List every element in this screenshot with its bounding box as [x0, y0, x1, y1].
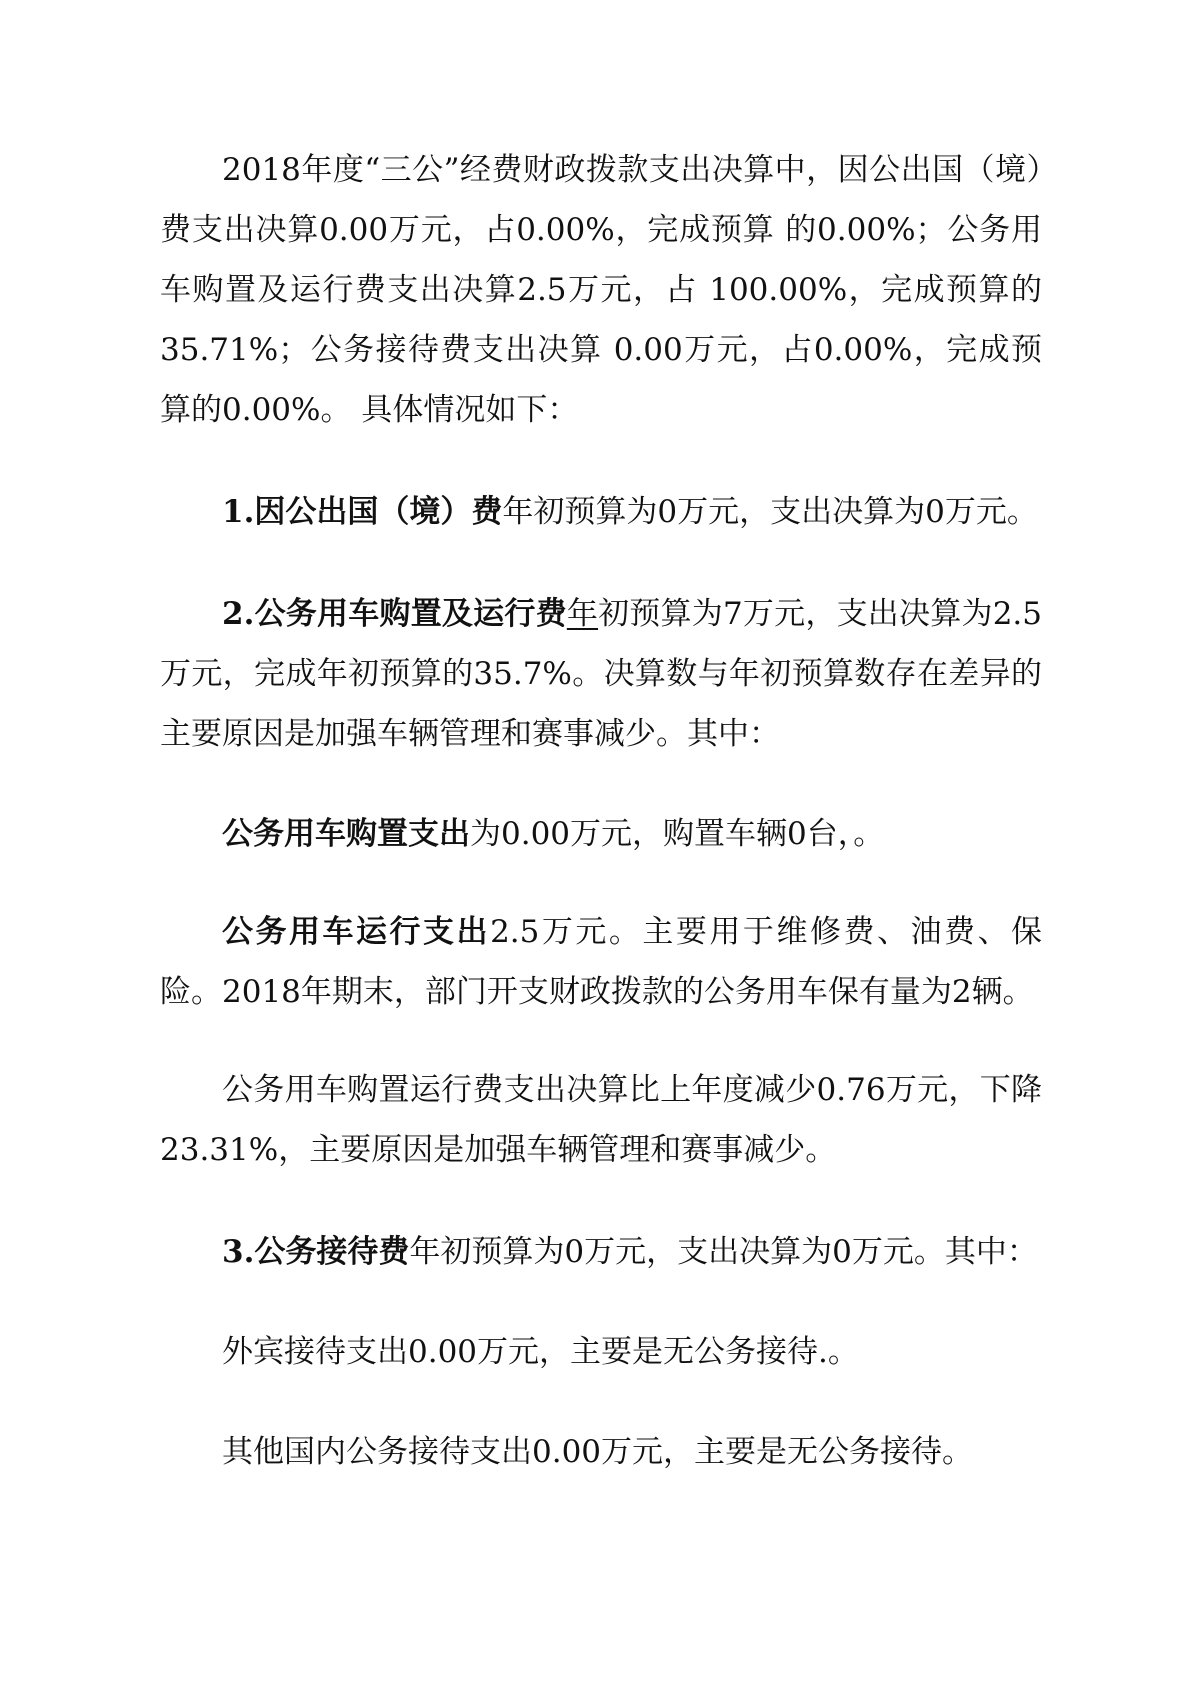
- summary-paragraph: [160, 140, 1042, 440]
- reception-expense-text: 年初预算为0万元，支出决算为0万元。其中：: [409, 1234, 1038, 1270]
- foreign-guest-text: 外宾接待支出0.00万元，主要是无公务接待.。: [222, 1334, 859, 1370]
- foreign-guest-paragraph: [160, 1322, 1042, 1382]
- domestic-reception-text: 其他国内公务接待支出0.00万元，主要是无公务接待。: [222, 1434, 974, 1470]
- reception-expense-paragraph: [160, 1222, 1042, 1282]
- vehicle-purchase-text: 为0.00万元，购置车辆0台，。: [470, 816, 885, 852]
- vehicle-expense-paragraph: [160, 584, 1042, 764]
- overseas-travel-text: 年初预算为0万元，支出决算为0万元。: [502, 494, 1038, 530]
- vehicle-expense-heading: 2.公务用车购置及运行费: [222, 596, 567, 632]
- overseas-travel-paragraph: [160, 482, 1042, 542]
- summary-text: 2018年度“三公”经费财政拨款支出决算中，因公出国（境）费支出决算0.00万元，占0.00%，完成预算 的0.00%；公务用车购置及运行费支出决算2.5万元，占 100.00%，完成预算的35.71%；公务接待费支出决算 0.00万元，占0.00%，完成预算的0.00%。 具体情况如下：: [160, 152, 1042, 428]
- vehicle-purchase-paragraph: [160, 804, 1042, 864]
- reception-expense-heading: 3.公务接待费: [222, 1234, 410, 1270]
- vehicle-comparison-paragraph: [160, 1060, 1042, 1180]
- vehicle-purchase-heading: 公务用车购置支出: [222, 816, 470, 852]
- overseas-travel-heading: 1.因公出国（境）费: [222, 494, 503, 530]
- vehicle-operation-heading: 公务用车运行支出: [222, 914, 491, 950]
- vehicle-expense-text: 初预算为7万元，支出决算为2.5万元，完成年初预算的35.7%。决算数与年初预算数存在差异的主要原因是加强车辆管理和赛事减少。其中：: [160, 596, 1042, 752]
- domestic-reception-paragraph: [160, 1422, 1042, 1482]
- document-page: [160, 140, 1042, 1482]
- vehicle-comparison-text: 公务用车购置运行费支出决算比上年度减少0.76万元，下降23.31%，主要原因是加强车辆管理和赛事减少。: [160, 1072, 1042, 1168]
- vehicle-operation-paragraph: [160, 902, 1042, 1022]
- vehicle-operation-text: 2.5万元。主要用于维修费、油费、保险。2018年期末，部门开支财政拨款的公务用车保有量为2辆。: [160, 914, 1042, 1010]
- vehicle-expense-underlined-char: 年: [566, 596, 599, 632]
